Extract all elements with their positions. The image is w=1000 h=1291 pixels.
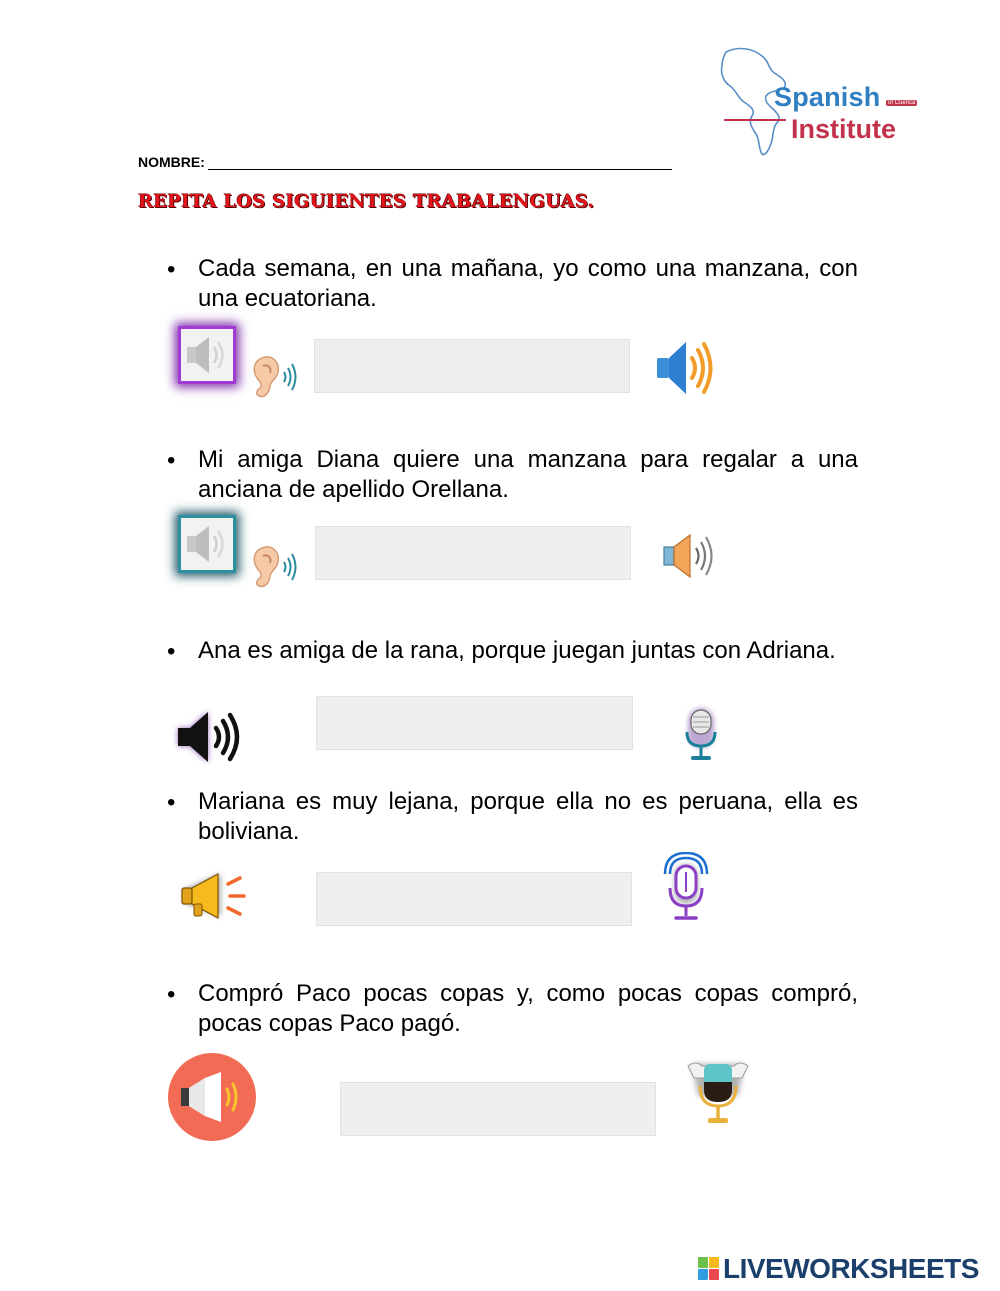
logo-subtitle: of Cuenca <box>888 100 916 106</box>
answer-box-1[interactable] <box>314 339 630 393</box>
name-line[interactable] <box>208 155 672 170</box>
instruction-heading: REPITA LOS SIGUIENTES TRABALENGUAS. <box>138 191 595 212</box>
megaphone-icon[interactable] <box>176 866 256 926</box>
tongue-twister-2: Mi amiga Diana quiere una manzana para regalar a una anciana de apellido Orellana. <box>198 446 858 503</box>
ear-icon[interactable] <box>248 542 300 592</box>
answer-box-2[interactable] <box>315 526 631 580</box>
microphone-icon[interactable] <box>682 1056 754 1132</box>
bullet-2: • <box>167 447 176 474</box>
name-label: NOMBRE: <box>138 154 205 170</box>
speaker-icon[interactable] <box>167 1052 257 1142</box>
microphone-icon[interactable] <box>678 704 724 766</box>
speaker-icon[interactable] <box>172 704 248 770</box>
speaker-icon[interactable] <box>660 530 722 582</box>
tongue-twister-3: Ana es amiga de la rana, porque juegan juntas con Adriana. <box>198 637 836 664</box>
speaker-icon <box>181 518 233 570</box>
logo-word-spanish: Spanish <box>774 82 881 112</box>
bullet-1: • <box>167 256 176 283</box>
logo-word-institute: Institute <box>791 114 896 144</box>
tongue-twister-1: Cada semana, en una mañana, yo como una manzana, con una ecuatoriana. <box>198 255 858 312</box>
bullet-4: • <box>167 789 176 816</box>
spanish-institute-logo <box>718 44 923 164</box>
bullet-5: • <box>167 981 176 1008</box>
speaker-icon <box>181 329 233 381</box>
answer-box-5[interactable] <box>340 1082 656 1136</box>
answer-box-3[interactable] <box>316 696 633 750</box>
brand-text: LIVEWORKSHEETS <box>723 1253 979 1284</box>
tongue-twister-5: Compró Paco pocas copas y, como pocas copas compró, pocas copas Paco pagó. <box>198 980 858 1037</box>
answer-box-4[interactable] <box>316 872 632 926</box>
liveworksheets-logo-icon <box>698 1257 720 1281</box>
logo-rule <box>724 119 786 121</box>
speaker-icon[interactable] <box>654 336 720 400</box>
bullet-3: • <box>167 638 176 665</box>
tongue-twister-4: Mariana es muy lejana, porque ella no es peruana, ella es boliviana. <box>198 788 858 845</box>
play-button-2[interactable] <box>178 515 236 573</box>
play-button-1[interactable] <box>178 326 236 384</box>
microphone-icon[interactable] <box>656 852 716 926</box>
name-field <box>138 154 672 170</box>
ear-icon[interactable] <box>248 352 300 402</box>
